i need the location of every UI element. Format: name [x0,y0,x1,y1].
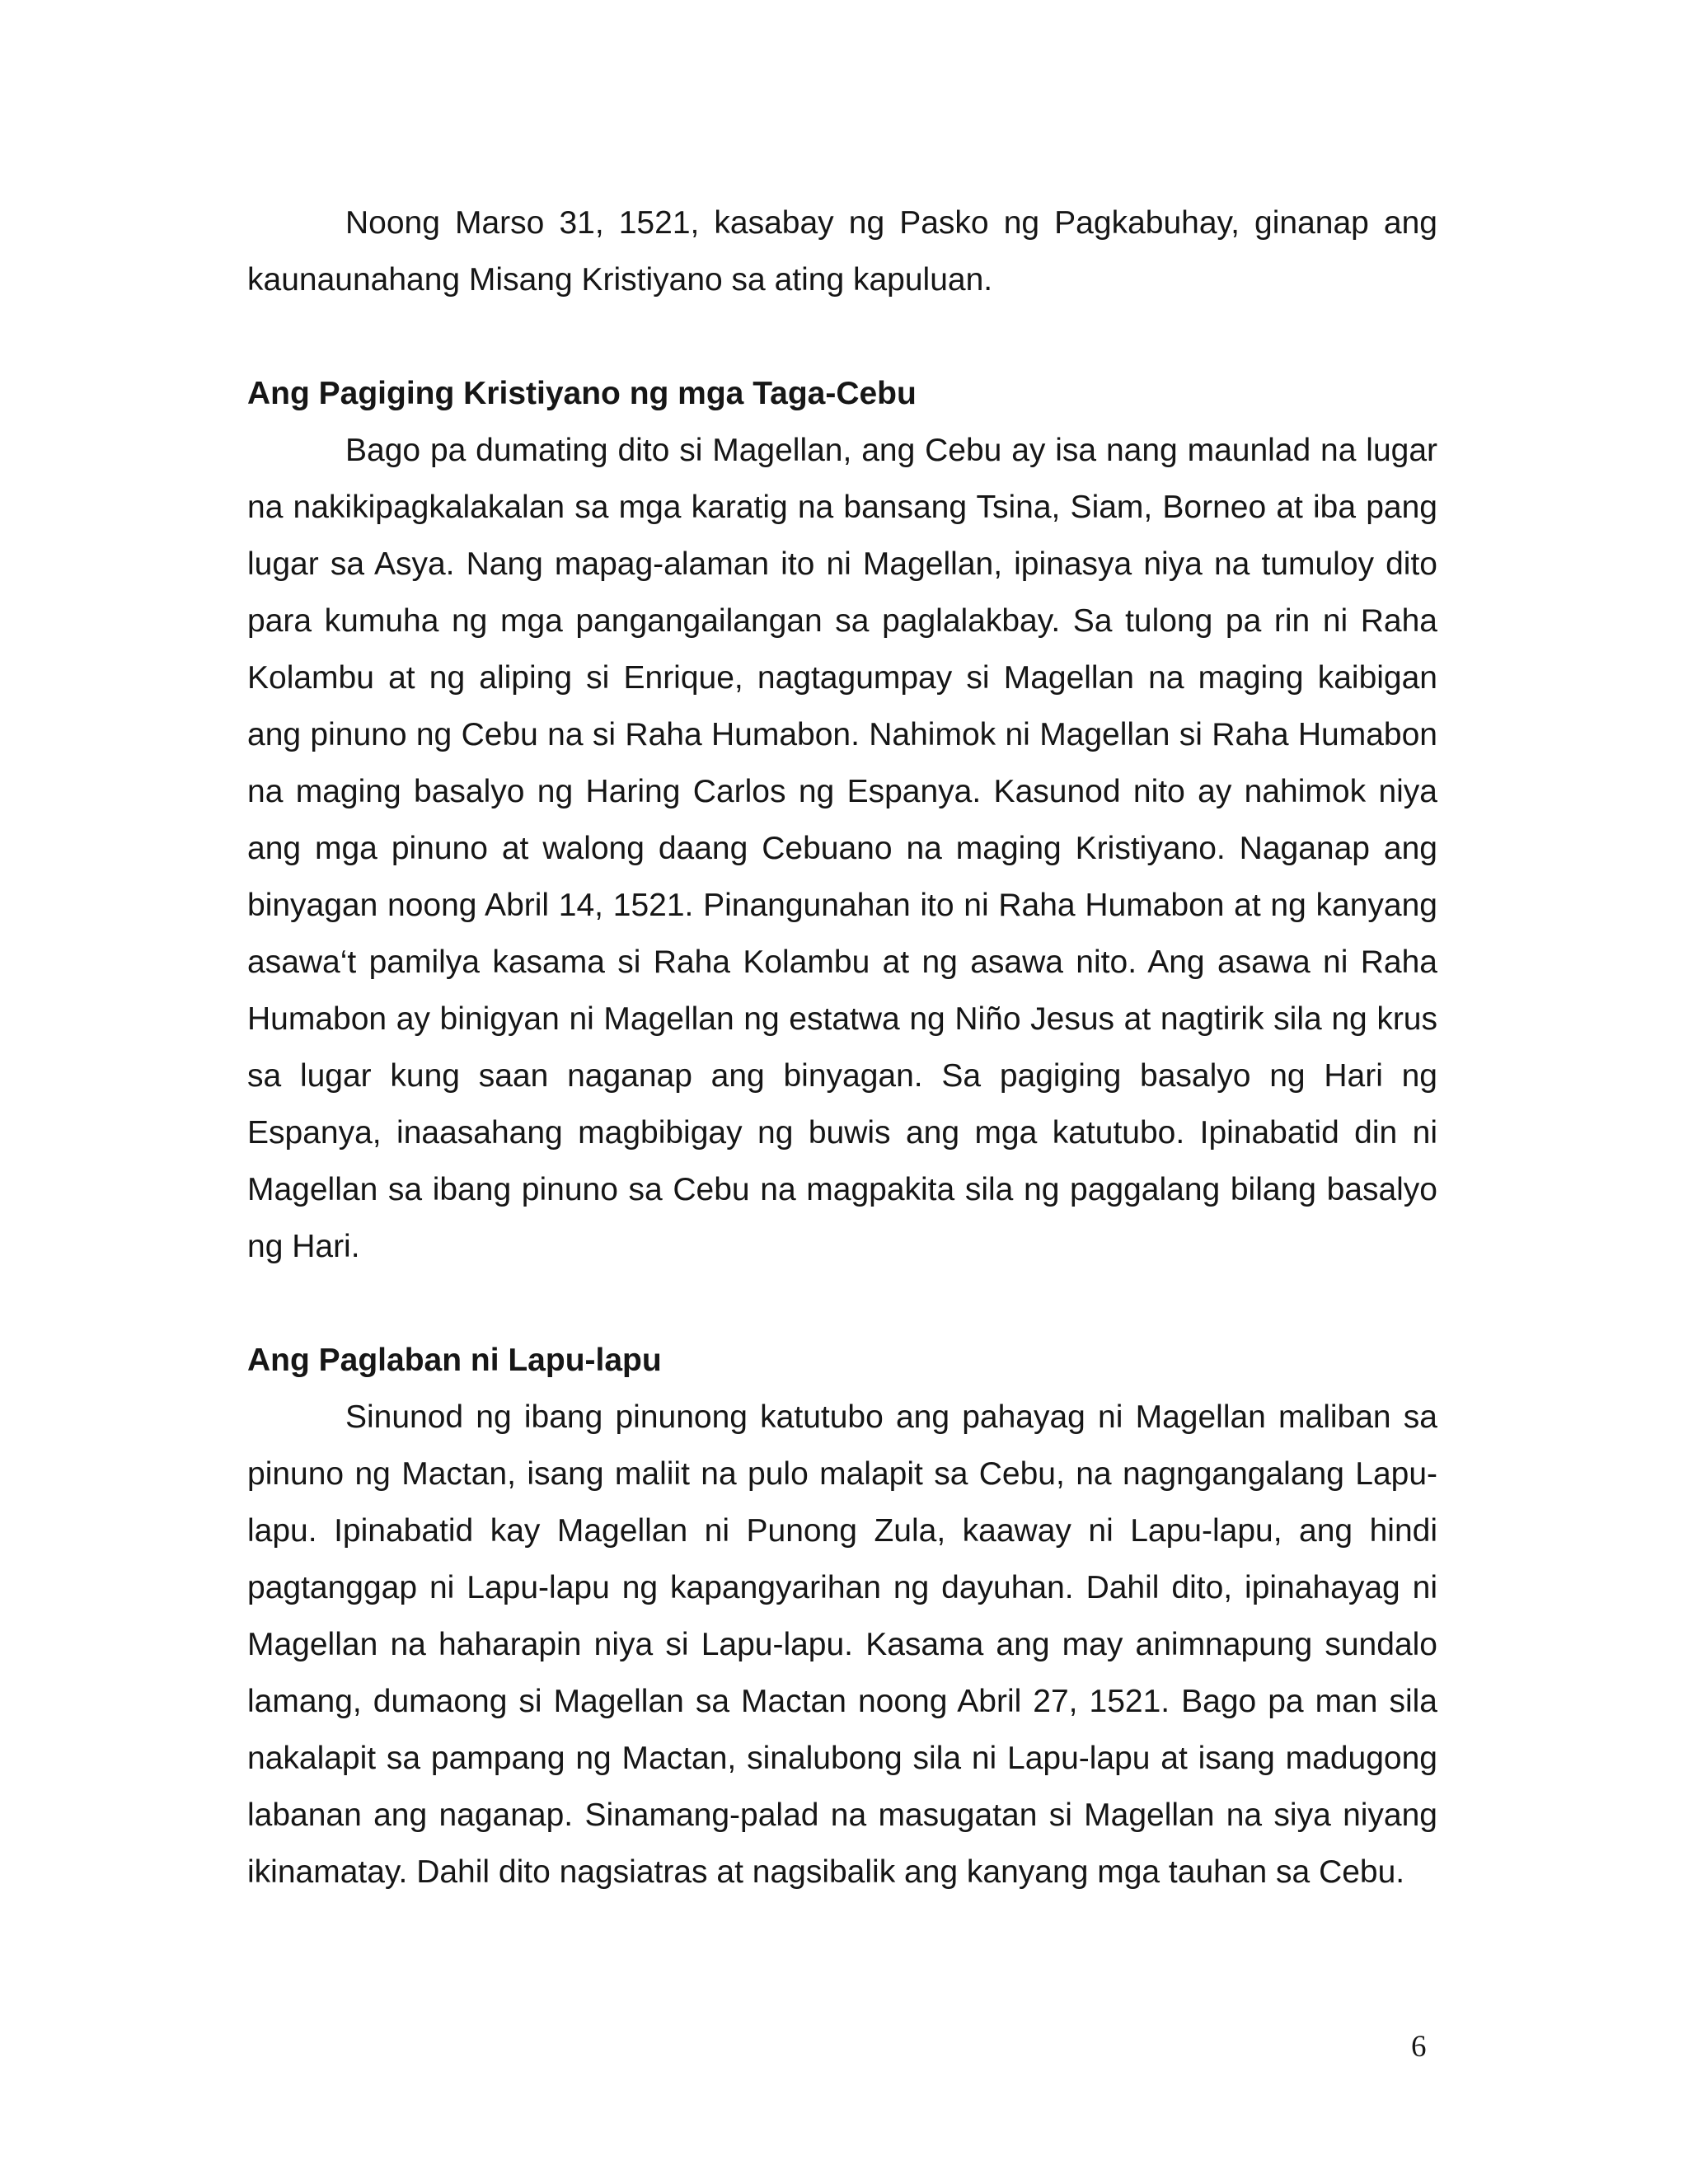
section-heading-lapulapu: Ang Paglaban ni Lapu-lapu [247,1343,662,1378]
section-spacer [247,308,1437,365]
section-paragraph-lapulapu: Sinunod ng ibang pinunong katutubo ang pahayag ni Magellan maliban sa pinuno ng Mactan, isang maliit na pulo malapit sa Cebu, na nagngangalang Lapu-lapu. Ipinabatid kay Magellan ni Punong Zula, kaaway ni Lapu-lapu, ang hindi pagtanggap ni Lapu-lapu ng kapangyarihan ng dayuhan. Dahil dito, ipinahayag ni Magellan na haharapin niya si Lapu-lapu. Kasama ang may animnapung sundalo lamang, dumaong si Magellan sa Mactan noong Abril 27, 1521. Bago pa man sila nakalapit sa pampang ng Mactan, sinalubong sila ni Lapu-lapu at isang madugong labanan ang naganap. Sinamang-palad na masugatan si Magellan na siya niyang ikinamatay. Dahil dito nagsiatras at nagsibalik ang kanyang mga tauhan sa Cebu. [247,1399,1437,1890]
intro-paragraph: Noong Marso 31, 1521, kasabay ng Pasko ng Pagkabuhay, ginanap ang kaunaunahang Misang Kristiyano sa ating kapuluan. [247,205,1437,298]
section-spacer [247,1275,1437,1332]
section-heading-cebu: Ang Pagiging Kristiyano ng mga Taga-Cebu [247,376,917,411]
document-body [247,194,1437,1900]
section-paragraph-cebu: Bago pa dumating dito si Magellan, ang Cebu ay isa nang maunlad na lugar na nakikipagkalakalan sa mga karatig na bansang Tsina, Siam, Borneo at iba pang lugar sa Asya. Nang mapag-alaman ito ni Magellan, ipinasya niya na tumuloy dito para kumuha ng mga pangangailangan sa paglalakbay. Sa tulong pa rin ni Raha Kolambu at ng aliping si Enrique, nagtagumpay si Magellan na maging kaibigan ang pinuno ng Cebu na si Raha Humabon. Nahimok ni Magellan si Raha Humabon na maging basalyo ng Haring Carlos ng Espanya. Kasunod nito ay nahimok niya ang mga pinuno at walong daang Cebuano na maging Kristiyano. Naganap ang binyagan noong Abril 14, 1521. Pinangunahan ito ni Raha Humabon at ng kanyang asawa‘t pamilya kasama si Raha Kolambu at ng asawa nito. Ang asawa ni Raha Humabon ay binigyan ni Magellan ng estatwa ng Niño Jesus at nagtirik sila ng krus sa lugar kung saan naganap ang binyagan. Sa pagiging basalyo ng Hari ng Espanya, inaasahang magbibigay ng buwis ang mga katutubo. Ipinabatid din ni Magellan sa ibang pinuno sa Cebu na magpakita sila ng paggalang bilang basalyo ng Hari. [247,433,1437,1264]
page-number: 6 [1411,2030,1427,2064]
